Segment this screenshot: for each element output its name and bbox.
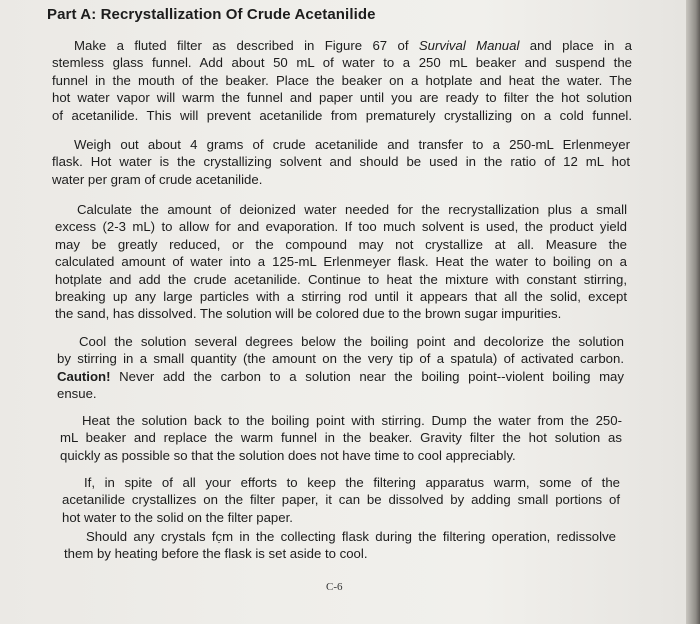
text-line: quickly as possible so that the solution does not have time to cool appreciably. xyxy=(60,447,516,463)
text-line: stemless glass funnel. Add about 50 mL of water to a 250 mL beaker and suspend the xyxy=(52,55,632,71)
caution-label: Caution! xyxy=(57,368,111,384)
text-line: Make a fluted filter as described in Figure 67 of Survival Manual and place in a xyxy=(74,38,632,53)
text-line: Calculate the amount of deionized water needed for the recrystallization plus a small xyxy=(77,202,627,217)
paragraph-weigh xyxy=(52,136,630,188)
page-number: C-6 xyxy=(326,581,343,593)
text-line: calculated amount of water into a 125-mL Erlenmeyer flask. Heat the water to boiling on a xyxy=(55,254,627,270)
text-line: the sand, has dissolved. The solution will be colored due to the brown sugar impurities. xyxy=(55,306,562,322)
text-line: water per gram of crude acetanilide. xyxy=(52,171,263,187)
text-line: of acetanilide. This will prevent acetanilide from prematurely crystallizing on a cold funnel. xyxy=(52,107,632,123)
text-line: them by heating before the flask is set aside to cool. xyxy=(64,546,368,562)
text-line: Weigh out about 4 grams of crude acetanilide and transfer to a 250-mL Erlenmeyer xyxy=(74,137,630,152)
text-line: Caution! Never add the carbon to a solution near the boiling point--violent boiling may xyxy=(57,368,624,384)
text-line: hot water to the solid on the filter paper. xyxy=(62,509,293,525)
paragraph-in-spite xyxy=(62,474,620,526)
text-line: breaking up any large particles with a stirring rod until it appears that all the solid, except xyxy=(55,289,627,305)
page-edge-shadow xyxy=(686,0,700,624)
text-line: Heat the solution back to the boiling point with stirring. Dump the water from the 250- xyxy=(82,413,622,428)
paragraph-should-any xyxy=(64,528,616,563)
paragraph-cool xyxy=(57,333,624,403)
text-line: hotplate and add the crude acetanilide. Continue to heat the mixture with constant stirring, xyxy=(55,271,627,287)
text-line: hot water vapor will warm the funnel and paper until you are ready to filter the hot solution xyxy=(52,90,632,106)
text-line: If, in spite of all your efforts to keep the filtering apparatus warm, some of the xyxy=(84,475,620,490)
paragraph-fluted-filter xyxy=(52,37,632,124)
text-line: Should any crystals fc̣m in the collecting flask during the filtering operation, redissolve xyxy=(86,529,616,544)
text-line: acetanilide crystallizes on the filter paper, it can be dissolved by adding small portions of xyxy=(62,492,620,508)
text-line: funnel in the mouth of the beaker. Place the beaker on a hotplate and heat the water. The xyxy=(52,72,632,88)
manual-title: Survival Manual xyxy=(418,38,520,53)
text-line: by stirring in a small quantity (the amount on the very tip of a spatula) of activated carbon. xyxy=(57,351,624,367)
text-line: ensue. xyxy=(57,386,97,402)
paragraph-calculate xyxy=(55,201,627,323)
paragraph-heat-back xyxy=(60,412,622,464)
text-line: mL beaker and replace the warm funnel in the beaker. Gravity filter the hot solution as xyxy=(60,430,622,446)
text-line: flask. Hot water is the crystallizing solvent and should be used in the ratio of 12 mL hot xyxy=(52,154,630,170)
text-line: may be greatly reduced, or the compound may not crystallize at all. Measure the xyxy=(55,236,627,252)
text-line: excess (2-3 mL) to allow for and evaporation. If too much solvent is used, the product yield xyxy=(55,219,627,235)
text-line: Cool the solution several degrees below the boiling point and decolorize the solution xyxy=(79,334,624,349)
section-heading: Part A: Recrystallization Of Crude Acetanilide xyxy=(47,6,376,23)
